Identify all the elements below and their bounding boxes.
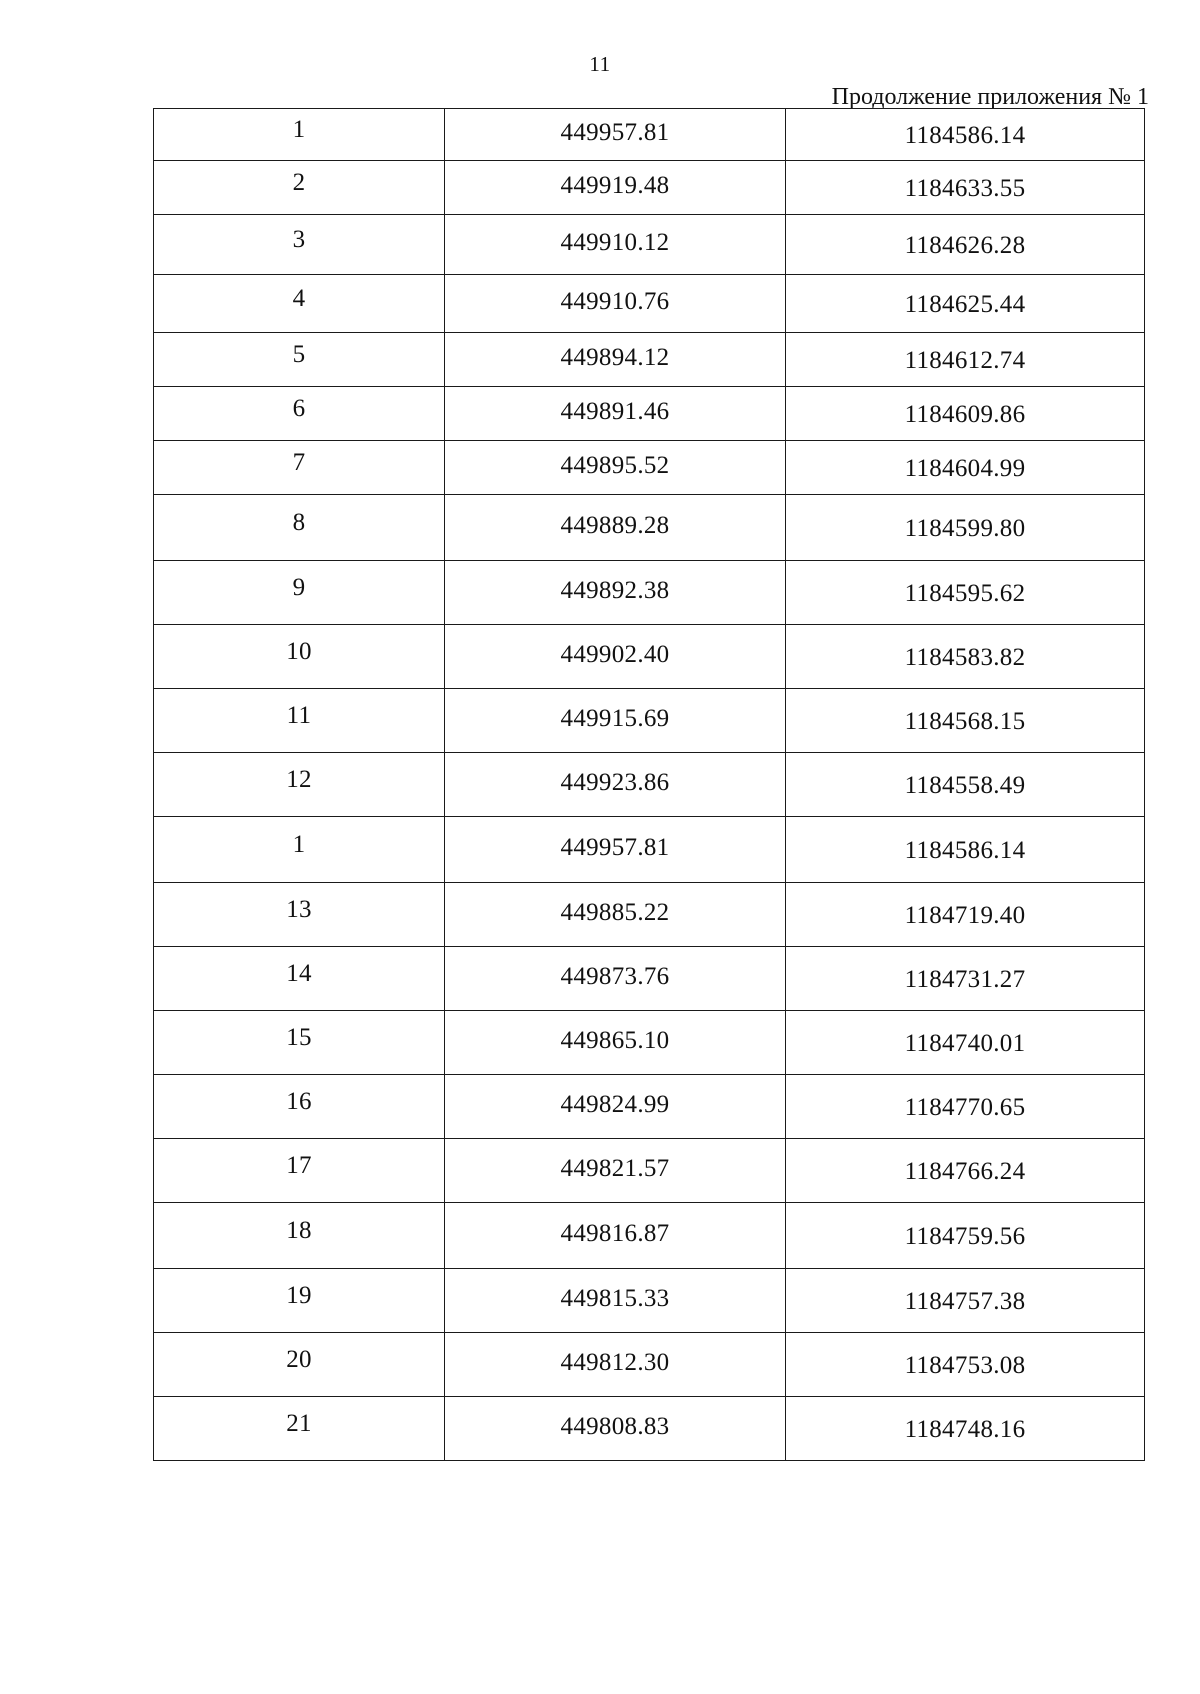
x-coordinate-cell-text: 449910.12	[560, 228, 670, 256]
y-coordinate-cell	[786, 1011, 1145, 1075]
point-number-cell	[154, 625, 445, 689]
y-coordinate-cell-text: 1184568.15	[904, 707, 1026, 735]
y-coordinate-cell	[786, 387, 1145, 441]
point-number-cell	[154, 753, 445, 817]
x-coordinate-cell-text: 449957.81	[560, 833, 670, 861]
point-number-cell-text: 4	[292, 284, 306, 312]
x-coordinate-cell-text: 449889.28	[560, 511, 670, 539]
point-number-cell	[154, 883, 445, 947]
y-coordinate-cell	[786, 1333, 1145, 1397]
x-coordinate-cell-text: 449885.22	[560, 898, 670, 926]
point-number-cell	[154, 1397, 445, 1461]
table-row	[154, 625, 1145, 689]
table-row	[154, 947, 1145, 1011]
x-coordinate-cell	[445, 387, 786, 441]
x-coordinate-cell-text: 449892.38	[560, 576, 670, 604]
x-coordinate-cell	[445, 495, 786, 561]
point-number-cell	[154, 1075, 445, 1139]
x-coordinate-cell-text: 449895.52	[560, 451, 670, 479]
y-coordinate-cell-text: 1184586.14	[904, 121, 1026, 149]
y-coordinate-cell	[786, 161, 1145, 215]
x-coordinate-cell-text: 449815.33	[560, 1284, 670, 1312]
appendix-caption: Продолжение приложения № 1	[831, 84, 1149, 110]
y-coordinate-cell	[786, 1075, 1145, 1139]
x-coordinate-cell	[445, 689, 786, 753]
point-number-cell-text: 19	[286, 1281, 312, 1309]
y-coordinate-cell-text: 1184626.28	[904, 231, 1026, 259]
coordinates-table	[153, 108, 1145, 1461]
y-coordinate-cell-text: 1184719.40	[904, 901, 1026, 929]
x-coordinate-cell-text: 449894.12	[560, 343, 670, 371]
point-number-cell-text: 3	[292, 225, 306, 253]
y-coordinate-cell	[786, 215, 1145, 275]
table-row	[154, 387, 1145, 441]
y-coordinate-cell-text: 1184595.62	[904, 579, 1026, 607]
page-number: 11	[589, 52, 611, 76]
x-coordinate-cell-text: 449808.83	[560, 1412, 670, 1440]
x-coordinate-cell-text: 449865.10	[560, 1026, 670, 1054]
y-coordinate-cell	[786, 689, 1145, 753]
point-number-cell	[154, 561, 445, 625]
x-coordinate-cell	[445, 333, 786, 387]
x-coordinate-cell-text: 449873.76	[560, 962, 670, 990]
x-coordinate-cell-text: 449902.40	[560, 640, 670, 668]
y-coordinate-cell-text: 1184740.01	[904, 1029, 1026, 1057]
point-number-cell	[154, 441, 445, 495]
x-coordinate-cell-text: 449957.81	[560, 118, 670, 146]
y-coordinate-cell-text: 1184748.16	[904, 1415, 1026, 1443]
x-coordinate-cell	[445, 561, 786, 625]
point-number-cell	[154, 215, 445, 275]
point-number-cell-text: 9	[292, 573, 306, 601]
point-number-cell	[154, 947, 445, 1011]
table-row	[154, 753, 1145, 817]
table-row	[154, 1333, 1145, 1397]
x-coordinate-cell-text: 449821.57	[560, 1154, 670, 1182]
x-coordinate-cell	[445, 1011, 786, 1075]
y-coordinate-cell-text: 1184612.74	[904, 346, 1026, 374]
point-number-cell-text: 11	[286, 701, 312, 729]
x-coordinate-cell	[445, 625, 786, 689]
y-coordinate-cell-text: 1184766.24	[904, 1157, 1026, 1185]
point-number-cell-text: 2	[292, 168, 306, 196]
y-coordinate-cell	[786, 1397, 1145, 1461]
y-coordinate-cell	[786, 817, 1145, 883]
x-coordinate-cell-text: 449910.76	[560, 287, 670, 315]
point-number-cell-text: 15	[286, 1023, 312, 1051]
x-coordinate-cell-text: 449812.30	[560, 1348, 670, 1376]
point-number-cell-text: 1	[292, 115, 306, 143]
table-row	[154, 109, 1145, 161]
x-coordinate-cell-text: 449816.87	[560, 1219, 670, 1247]
x-coordinate-cell-text: 449915.69	[560, 704, 670, 732]
point-number-cell-text: 6	[292, 394, 306, 422]
x-coordinate-cell	[445, 817, 786, 883]
table-row	[154, 689, 1145, 753]
point-number-cell-text: 10	[286, 637, 312, 665]
point-number-cell	[154, 1139, 445, 1203]
table-row	[154, 441, 1145, 495]
table-row	[154, 1397, 1145, 1461]
y-coordinate-cell	[786, 883, 1145, 947]
y-coordinate-cell	[786, 753, 1145, 817]
point-number-cell	[154, 689, 445, 753]
x-coordinate-cell	[445, 1333, 786, 1397]
y-coordinate-cell-text: 1184770.65	[904, 1093, 1026, 1121]
table-row	[154, 215, 1145, 275]
y-coordinate-cell	[786, 275, 1145, 333]
table-row	[154, 817, 1145, 883]
x-coordinate-cell	[445, 161, 786, 215]
y-coordinate-cell-text: 1184599.80	[904, 514, 1026, 542]
point-number-cell-text: 12	[286, 765, 312, 793]
y-coordinate-cell-text: 1184731.27	[904, 965, 1026, 993]
table-row	[154, 1139, 1145, 1203]
x-coordinate-cell	[445, 1269, 786, 1333]
x-coordinate-cell-text: 449923.86	[560, 768, 670, 796]
x-coordinate-cell	[445, 753, 786, 817]
y-coordinate-cell-text: 1184609.86	[904, 400, 1026, 428]
point-number-cell	[154, 387, 445, 441]
x-coordinate-cell-text: 449891.46	[560, 397, 670, 425]
point-number-cell-text: 20	[286, 1345, 312, 1373]
point-number-cell-text: 16	[286, 1087, 312, 1115]
point-number-cell-text: 21	[286, 1409, 312, 1437]
y-coordinate-cell-text: 1184625.44	[904, 290, 1026, 318]
y-coordinate-cell-text: 1184586.14	[904, 836, 1026, 864]
table-row	[154, 495, 1145, 561]
table-row	[154, 561, 1145, 625]
point-number-cell-text: 8	[292, 508, 306, 536]
y-coordinate-cell	[786, 1139, 1145, 1203]
x-coordinate-cell	[445, 1075, 786, 1139]
x-coordinate-cell	[445, 1139, 786, 1203]
point-number-cell	[154, 1269, 445, 1333]
point-number-cell	[154, 275, 445, 333]
point-number-cell	[154, 161, 445, 215]
x-coordinate-cell	[445, 947, 786, 1011]
point-number-cell	[154, 1203, 445, 1269]
y-coordinate-cell-text: 1184583.82	[904, 643, 1026, 671]
y-coordinate-cell	[786, 1269, 1145, 1333]
point-number-cell-text: 13	[286, 895, 312, 923]
point-number-cell-text: 17	[286, 1151, 312, 1179]
point-number-cell	[154, 1011, 445, 1075]
point-number-cell	[154, 817, 445, 883]
x-coordinate-cell	[445, 883, 786, 947]
x-coordinate-cell	[445, 275, 786, 333]
y-coordinate-cell-text: 1184759.56	[904, 1222, 1026, 1250]
x-coordinate-cell	[445, 109, 786, 161]
point-number-cell-text: 5	[292, 340, 306, 368]
y-coordinate-cell-text: 1184633.55	[904, 174, 1026, 202]
y-coordinate-cell-text: 1184604.99	[904, 454, 1026, 482]
point-number-cell	[154, 333, 445, 387]
y-coordinate-cell-text: 1184753.08	[904, 1351, 1026, 1379]
table-row	[154, 275, 1145, 333]
y-coordinate-cell	[786, 495, 1145, 561]
x-coordinate-cell	[445, 1397, 786, 1461]
y-coordinate-cell	[786, 947, 1145, 1011]
x-coordinate-cell	[445, 441, 786, 495]
y-coordinate-cell	[786, 441, 1145, 495]
point-number-cell-text: 7	[292, 448, 306, 476]
table-row	[154, 1075, 1145, 1139]
table-row	[154, 333, 1145, 387]
y-coordinate-cell	[786, 1203, 1145, 1269]
table-row	[154, 1011, 1145, 1075]
point-number-cell-text: 18	[286, 1216, 312, 1244]
table-row	[154, 883, 1145, 947]
y-coordinate-cell-text: 1184757.38	[904, 1287, 1026, 1315]
table-row	[154, 1203, 1145, 1269]
y-coordinate-cell	[786, 561, 1145, 625]
point-number-cell-text: 14	[286, 959, 312, 987]
x-coordinate-cell-text: 449919.48	[560, 171, 670, 199]
y-coordinate-cell-text: 1184558.49	[904, 771, 1026, 799]
y-coordinate-cell	[786, 109, 1145, 161]
point-number-cell	[154, 1333, 445, 1397]
x-coordinate-cell	[445, 215, 786, 275]
x-coordinate-cell	[445, 1203, 786, 1269]
y-coordinate-cell	[786, 625, 1145, 689]
point-number-cell-text: 1	[292, 830, 306, 858]
table-row	[154, 161, 1145, 215]
coordinates-table-body	[154, 109, 1145, 1461]
x-coordinate-cell-text: 449824.99	[560, 1090, 670, 1118]
point-number-cell	[154, 109, 445, 161]
point-number-cell	[154, 495, 445, 561]
y-coordinate-cell	[786, 333, 1145, 387]
table-row	[154, 1269, 1145, 1333]
